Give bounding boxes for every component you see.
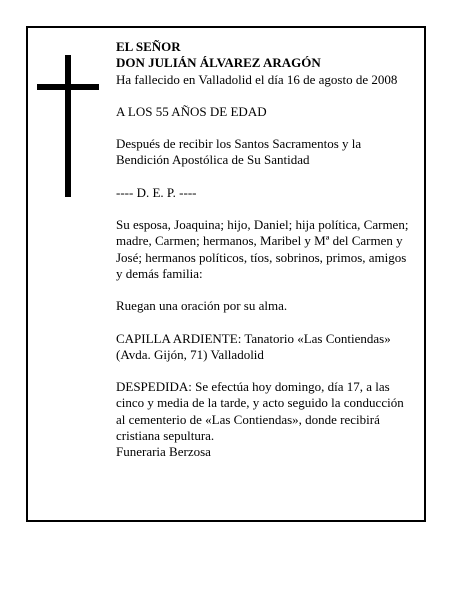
death-announcement: Ha fallecido en Valladolid el día 16 de agosto de 2008 [116, 71, 398, 87]
deceased-title: EL SEÑOR [116, 39, 181, 54]
cross-icon [37, 55, 99, 197]
sacraments-paragraph: Después de recibir los Santos Sacramentos y la Bendición Apostólica de Su Santidad [116, 136, 362, 168]
family-paragraph: Su esposa, Joaquina; hijo, Daniel; hija política, Carmen; madre, Carmen; hermanos, Maribel y Mª del Carmen y José; hermanos políticos, tíos, sobrinos, primos, amigos y demás familia: [116, 217, 409, 281]
age-line: A LOS 55 AÑOS DE EDAD [116, 103, 267, 119]
rip-line: ---- D. E. P. ---- [116, 184, 197, 200]
notice-text [116, 39, 416, 461]
deceased-name: DON JULIÁN ÁLVAREZ ARAGÓN [116, 55, 321, 71]
prayer-request: Ruegan una oración por su alma. [116, 298, 288, 314]
cross-vertical-bar [65, 55, 71, 197]
farewell-paragraph: DESPEDIDA: Se efectúa hoy domingo, día 17, a las cinco y media de la tarde, y acto seguido la conducción al cementerio de «Las Contiendas», donde recibirá cristiana sepultura. [116, 379, 404, 444]
funeral-home: Funeraria Berzosa [116, 444, 211, 460]
cross-horizontal-bar [37, 84, 99, 90]
chapel-paragraph: CAPILLA ARDIENTE: Tanatorio «Las Contiendas» (Avda. Gijón, 71) Valladolid [116, 330, 391, 362]
